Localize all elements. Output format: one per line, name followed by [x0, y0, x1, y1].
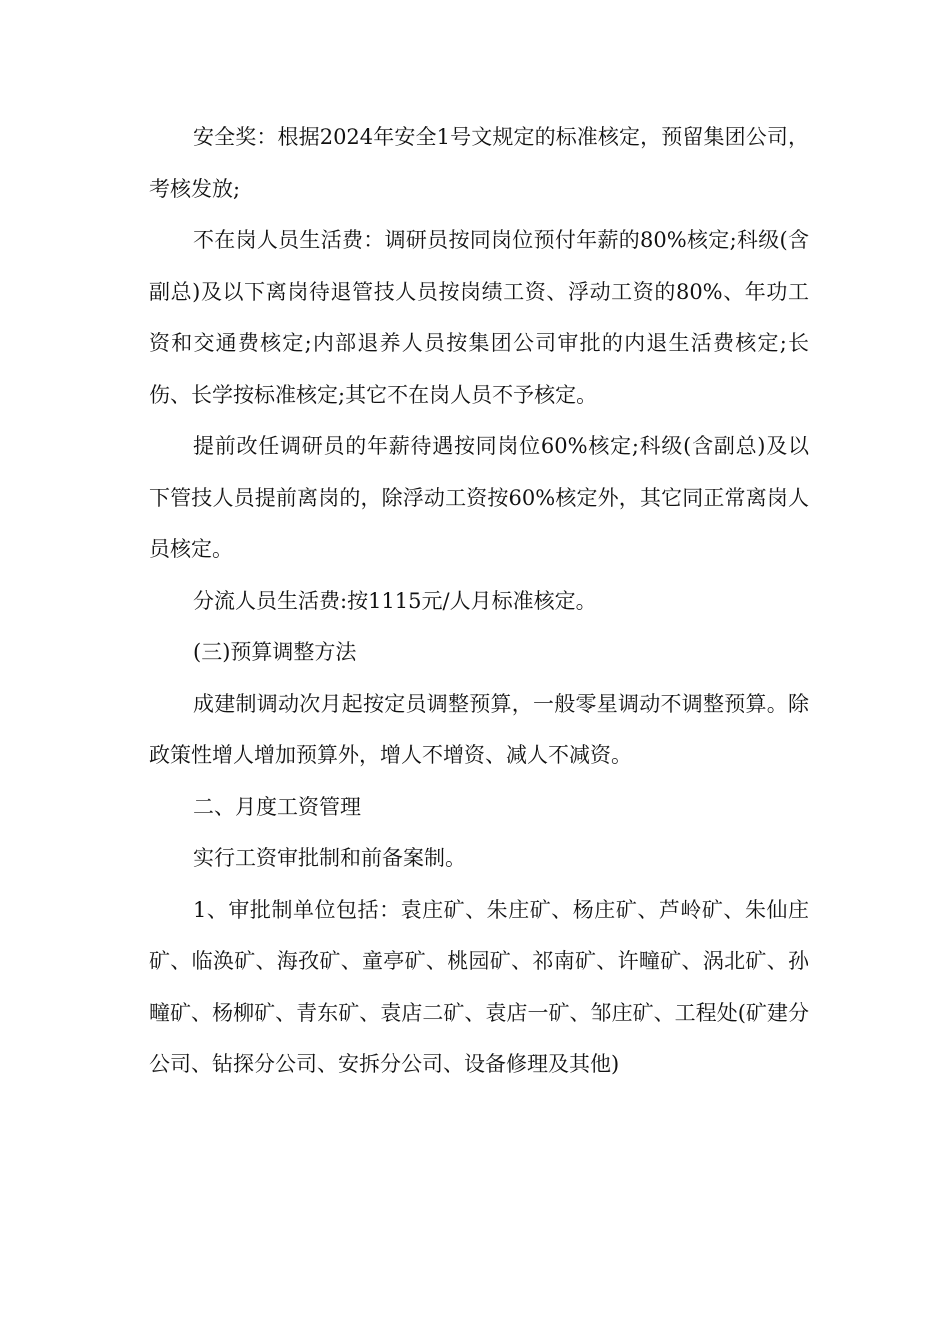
paragraph-budget-adjustment: 成建制调动次月起按定员调整预算，一般零星调动不调整预算。除政策性增人增加预算外，增人不增资、减人不减资。: [149, 691, 809, 767]
paragraph-approval-units: 1、审批制单位包括：袁庄矿、朱庄矿、杨庄矿、芦岭矿、朱仙庄矿、临涣矿、海孜矿、童亭矿、桃园矿、祁南矿、许疃矿、涡北矿、孙疃矿、杨柳矿、青东矿、袁店二矿、袁店一矿、邹庄矿、工程处(矿建分公司、钻探分公司、安拆分公司、设备修理及其他): [149, 897, 809, 1076]
paragraph-early-retirement: 提前改任调研员的年薪待遇按同岗位60%核定;科级(含副总)及以下管技人员提前离岗的，除浮动工资按60%核定外，其它同正常离岗人员核定。: [149, 434, 809, 561]
paragraph-off-post-allowance: 不在岗人员生活费：调研员按同岗位预付年薪的80%核定;科级(含副总)及以下离岗待退管技人员按岗绩工资、浮动工资的80%、年功工资和交通费核定;内部退养人员按集团公司审批的内退生活费核定;长伤、长学按标准核定;其它不在岗人员不予核定。: [149, 228, 809, 407]
paragraph-approval-system: 实行工资审批制和前备案制。: [193, 846, 466, 870]
document-body: [149, 112, 809, 1091]
section-heading-budget-adjustment: (三)预算调整方法: [193, 640, 357, 664]
section-heading-monthly-wage: 二、月度工资管理: [193, 794, 361, 819]
paragraph-diverted-staff-allowance: 分流人员生活费:按1115元/人月标准核定。: [193, 588, 597, 613]
paragraph-safety-bonus: 安全奖：根据2024年安全1号文规定的标准核定，预留集团公司，考核发放;: [149, 125, 809, 201]
